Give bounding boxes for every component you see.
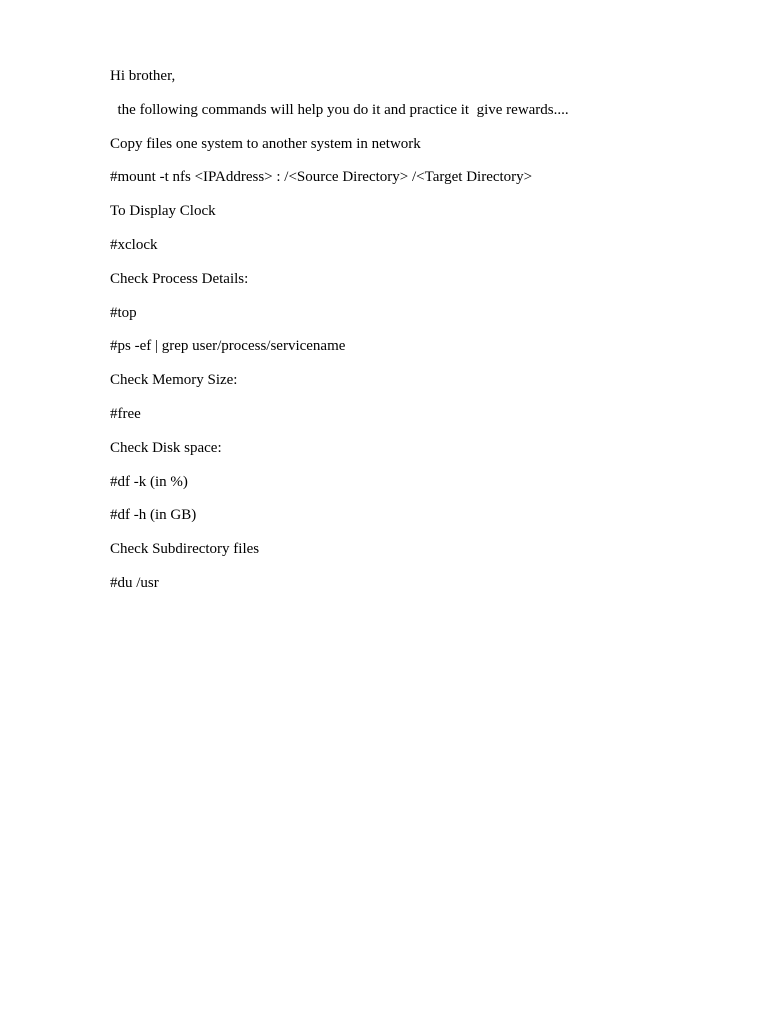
intro-line: the following commands will help you do it and practice it give rewards.... [110,101,569,118]
greeting-line: Hi brother, [110,68,176,84]
command-free: #free [110,405,141,422]
section-heading-display-clock: To Display Clock [110,203,216,220]
section-heading-subdirectory-files: Check Subdirectory files [110,541,260,558]
section-heading-process-details: Check Process Details: [110,270,249,287]
command-df-k: #df -k (in %) [110,473,188,490]
section-heading-copy-files: Copy files one system to another system in network [110,135,421,152]
document-body [110,66,710,607]
command-mount: #mount -t nfs <IPAddress> : /<Source Directory> /<Target Directory> [110,169,533,186]
command-df-h: #df -h (in GB) [110,507,197,524]
section-heading-memory-size: Check Memory Size: [110,372,238,389]
command-top: #top [110,304,137,321]
command-ps-grep: #ps -ef | grep user/process/servicename [110,338,346,355]
command-du: #du /usr [110,574,159,591]
section-heading-disk-space: Check Disk space: [110,439,222,456]
command-xclock: #xclock [110,236,158,253]
